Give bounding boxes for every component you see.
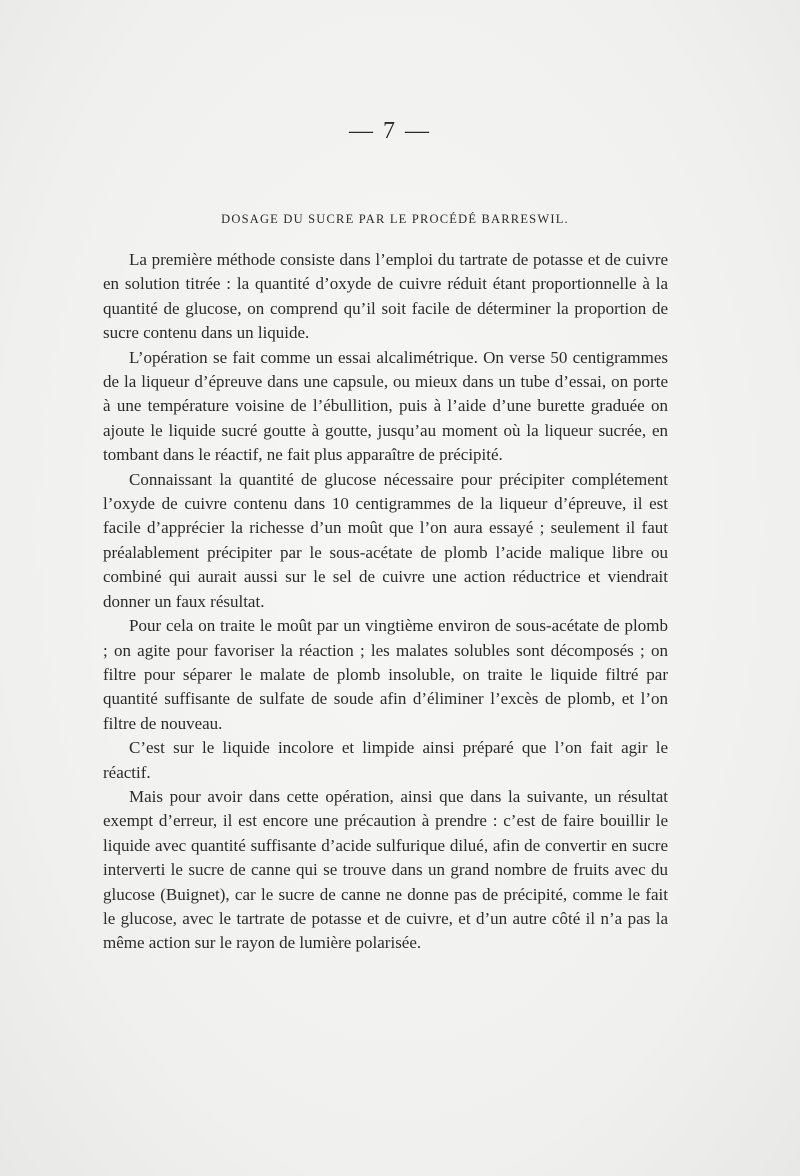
paragraph: La première méthode consiste dans l’emploi du tartrate de potasse et de cuivre en solution titrée : la quantité d’oxyde de cuivre réduit étant proportionnelle à la quantité de glucose, on comprend qu’il soit facile de déterminer la proportion de sucre contenu dans un liquide. — [103, 250, 668, 343]
paragraph: Mais pour avoir dans cette opération, ainsi que dans la suivante, un résultat exempt d’erreur, il est encore une précaution à prendre : c’est de faire bouillir le liquide avec quantité suffisante d’acide sulfurique dilué, afin de convertir en sucre interverti le sucre de canne qui se trouve dans un grand nombre de fruits avec du glucose (Buignet), car le sucre de canne ne donne pas de précipité, comme le fait le glucose, avec le tartrate de potasse et de cuivre, et d’un autre côté il n’a pas la même action sur le rayon de lumière polarisée. — [103, 786, 668, 953]
paragraph: C’est sur le liquide incolore et limpide ainsi préparé que l’on fait agir le réactif. — [103, 738, 668, 782]
page-number: — 7 — — [349, 118, 431, 144]
paragraph: Connaissant la quantité de glucose nécessaire pour précipiter complétement l’oxyde de cuivre contenu dans 10 centigrammes de la liqueur d’épreuve, il est facile d’apprécier la richesse d’un moût que l’on aura essayé ; seulement il faut préalablement précipiter par le sous-acétate de plomb l’acide malique libre ou combiné qui aurait aussi sur le sel de cuivre une action réductrice et viendrait donner un faux résultat. — [103, 469, 668, 611]
section-title: DOSAGE DU SUCRE PAR LE PROCÉDÉ BARRESWIL. — [221, 212, 569, 226]
body-text — [103, 248, 668, 956]
paragraph: Pour cela on traite le moût par un vingtième environ de sous-acétate de plomb ; on agite pour favoriser la réaction ; les malates solubles sont décomposés ; on filtre pour séparer le malate de plomb insoluble, on traite le liquide filtré par quantité suffisante de sulfate de soude afin d’éliminer l’excès de plomb, et l’on filtre de nouveau. — [103, 616, 668, 733]
paragraph: L’opération se fait comme un essai alcalimétrique. On verse 50 centigrammes de la liqueur d’épreuve dans une capsule, ou mieux dans un tube d’essai, on porte à une température voisine de l’ébullition, puis à l’aide d’une burette graduée on ajoute le liquide sucré goutte à goutte, jusqu’au moment où la liqueur sucrée, en tombant dans le réactif, ne fait plus apparaître de précipité. — [103, 347, 668, 465]
